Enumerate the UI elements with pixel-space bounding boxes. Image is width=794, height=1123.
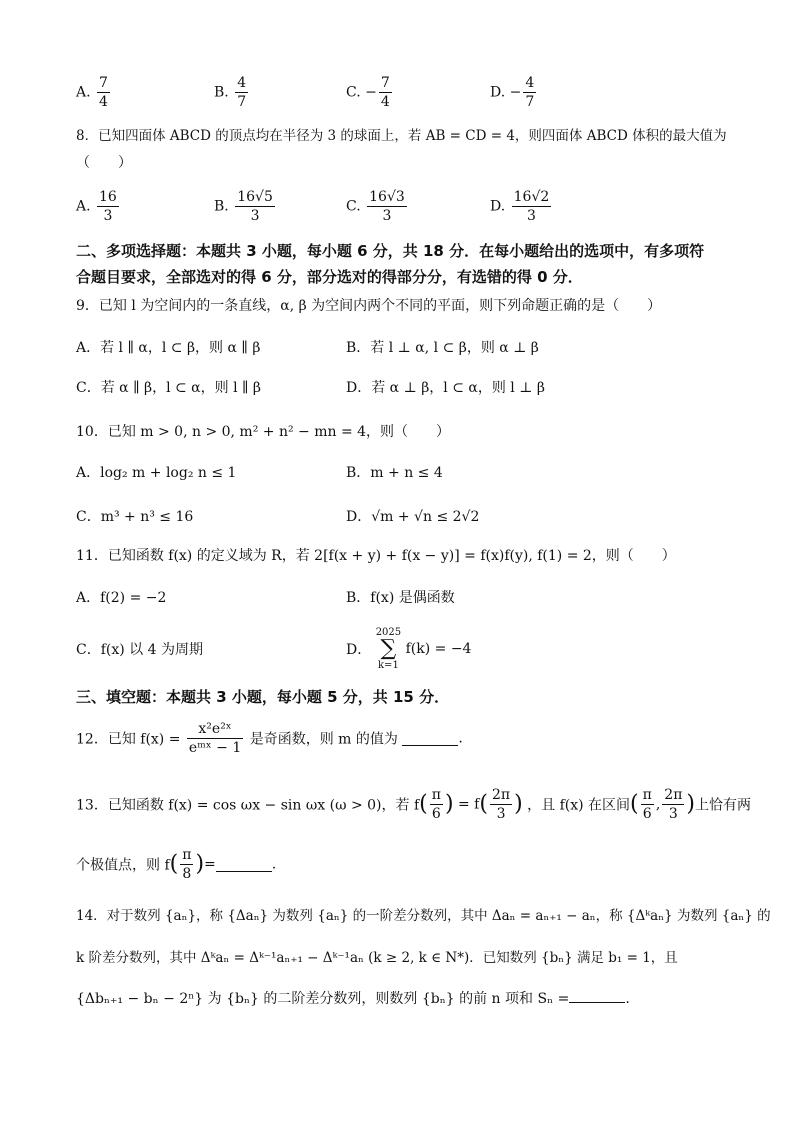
- fraction: [187, 720, 243, 757]
- answer-blank[interactable]: [569, 988, 625, 1003]
- paren-left: (: [630, 791, 639, 817]
- answer-blank[interactable]: [402, 731, 458, 746]
- q8-option-c: [346, 188, 409, 225]
- frac-den: 3: [527, 208, 536, 224]
- sigma-symbol: ∑: [380, 636, 397, 661]
- frac-den: 7: [525, 94, 535, 110]
- section-2-heading-line1: 二、多项选择题：本题共 3 小题，每小题 6 分，共 18 分．在每小题给出的选项中，有多项符: [76, 242, 705, 260]
- q14-line3-text: {Δbₙ₊₁ − bₙ − 2ⁿ} 为 {bₙ} 的二阶差分数列，则数列 {bₙ} 的前 n 项和 Sₙ =: [76, 991, 570, 1007]
- q7-option-b: [214, 74, 250, 111]
- paren-left: (: [419, 791, 428, 817]
- q10-option-c: C．m³ + n³ ≤ 16: [76, 509, 194, 525]
- fraction: [379, 74, 392, 111]
- option-letter: D．: [346, 642, 372, 658]
- q11-option-a: A．f(2) = −2: [76, 590, 167, 606]
- q12: [76, 720, 463, 757]
- fraction: [523, 74, 536, 111]
- q14-line3: [76, 988, 630, 1008]
- q13-prefix: 13．已知函数 f(x) = cos ωx − sin ωx (ω > 0)，若 f: [76, 797, 420, 814]
- fraction: [235, 188, 275, 225]
- q10-option-d: D．√m + √n ≤ 2√2: [346, 509, 480, 525]
- q9-option-a: A．若 l ∥ α，l ⊂ β，则 α ∥ β: [76, 340, 261, 356]
- q11-option-d: [346, 627, 471, 671]
- period: .: [625, 991, 630, 1007]
- equals-sign: =: [204, 856, 216, 873]
- frac-num: π: [182, 847, 192, 863]
- q12-prefix: 12．已知 f(x) =: [76, 731, 181, 748]
- answer-blank[interactable]: [216, 857, 272, 872]
- section-2-heading-line2: 合题目要求，全部选对的得 6 分，部分选对的得部分分，有选错的得 0 分．: [76, 268, 583, 286]
- q8-option-b: [214, 188, 277, 225]
- paren-right: ): [444, 791, 454, 817]
- frac-den: 3: [668, 806, 678, 822]
- q10-option-a: A．log₂ m + log₂ n ≤ 1: [76, 465, 237, 481]
- frac-num: 2π: [491, 787, 511, 803]
- option-letter: C.: [346, 198, 361, 215]
- frac-den: 3: [250, 208, 260, 224]
- sum-lower-limit: k=1: [378, 660, 399, 671]
- paren-left: (: [169, 851, 179, 877]
- q13-line1: [76, 786, 751, 823]
- q9-option-d: D．若 α ⊥ β，l ⊂ α，则 l ⊥ β: [346, 380, 545, 396]
- q7-option-c: [346, 74, 394, 111]
- equals-f: = f: [458, 796, 480, 813]
- section-3-heading: 三、填空题：本题共 3 小题，每小题 5 分，共 15 分．: [76, 688, 450, 706]
- q8-option-d: [490, 188, 553, 225]
- frac-num: x²e²ˣ: [198, 721, 232, 737]
- option-letter: A.: [76, 84, 91, 101]
- paren-right: ): [514, 791, 523, 817]
- fraction: [97, 74, 110, 111]
- option-letter: C.: [346, 84, 361, 101]
- frac-num: 16: [99, 189, 117, 205]
- fraction: [430, 786, 443, 823]
- q13-line2-prefix: 个极值点，则 f: [76, 857, 170, 874]
- fraction: [97, 188, 119, 225]
- q8-option-a: [76, 188, 121, 225]
- minus-sign: −: [509, 84, 522, 101]
- frac-den: eᵐˣ − 1: [188, 740, 242, 756]
- frac-den: 4: [380, 94, 390, 110]
- q13-interval-text: ，且 f(x) 在区间: [527, 797, 631, 814]
- q11-option-c: C．f(x) 以 4 为周期: [76, 642, 203, 658]
- option-letter: D.: [490, 84, 506, 101]
- fraction: [180, 846, 193, 883]
- frac-num: 4: [237, 75, 247, 91]
- paren-right: ): [195, 851, 205, 877]
- q7-option-d: [490, 74, 538, 111]
- option-letter: B.: [214, 84, 229, 101]
- q14-line2: k 阶差分数列，其中 Δᵏaₙ = Δᵏ⁻¹aₙ₊₁ − Δᵏ⁻¹aₙ (k ≥ 2, k ∈ N*)．已知数列 {bₙ} 满足 b₁ = 1，且: [76, 950, 678, 966]
- frac-den: 8: [182, 866, 192, 882]
- q8-stem: 8．已知四面体 ABCD 的顶点均在半径为 3 的球面上，若 AB = CD = 4，则四面体 ABCD 体积的最大值为: [76, 128, 727, 144]
- frac-num: 7: [99, 75, 108, 91]
- q11-stem: 11．已知函数 f(x) 的定义域为 R，若 2[f(x + y) + f(x − y)] = f(x)f(y), f(1) = 2，则（ ）: [76, 548, 676, 564]
- q10-stem: 10．已知 m > 0, n > 0, m² + n² − mn = 4，则（ ）: [76, 424, 451, 440]
- q10-option-b: B．m + n ≤ 4: [346, 465, 443, 481]
- paren-right: ): [686, 791, 695, 817]
- frac-num: 16√5: [237, 189, 273, 205]
- frac-den: 6: [431, 806, 441, 822]
- frac-num: 16√2: [513, 189, 550, 205]
- option-letter: B.: [214, 198, 229, 215]
- fraction: [367, 188, 407, 225]
- frac-den: 7: [237, 94, 247, 110]
- frac-num: 7: [380, 75, 390, 91]
- fraction: [490, 786, 512, 823]
- period: .: [458, 730, 463, 747]
- frac-den: 3: [496, 806, 506, 822]
- fraction: [662, 786, 684, 823]
- option-letter: A.: [76, 198, 91, 215]
- frac-den: 3: [382, 208, 392, 224]
- q13-line2: [76, 846, 276, 883]
- summation: [376, 627, 401, 671]
- frac-num: π: [431, 787, 441, 803]
- frac-num: 16√3: [369, 189, 405, 205]
- comma: ,: [655, 796, 661, 813]
- q11-option-b: B．f(x) 是偶函数: [346, 590, 455, 606]
- fraction: [512, 188, 552, 225]
- q12-suffix: 是奇函数，则 m 的值为: [249, 731, 398, 748]
- frac-den: 3: [103, 208, 113, 224]
- option-letter: D.: [490, 198, 506, 215]
- minus-sign: −: [365, 84, 377, 101]
- frac-num: π: [642, 787, 652, 803]
- frac-den: 4: [99, 94, 108, 110]
- q9-stem: 9．已知 l 为空间内的一条直线，α, β 为空间内两个不同的平面，则下列命题正确的是（ ）: [76, 298, 662, 314]
- paren-left: (: [479, 791, 488, 817]
- fraction: [235, 74, 248, 111]
- frac-num: 4: [525, 75, 535, 91]
- sum-upper-limit: 2025: [375, 627, 402, 638]
- period: .: [271, 856, 277, 873]
- fraction: [641, 786, 654, 823]
- q7-option-a: [76, 74, 112, 111]
- frac-num: 2π: [664, 787, 683, 803]
- q8-paren: （ ）: [76, 155, 132, 171]
- q13-suffix: 上恰有两: [694, 797, 751, 814]
- q9-option-c: C．若 α ∥ β，l ⊂ α，则 l ∥ β: [76, 380, 262, 396]
- q9-option-b: B．若 l ⊥ α, l ⊂ β，则 α ⊥ β: [346, 340, 539, 356]
- q14-line1: 14．对于数列 {aₙ}，称 {Δaₙ} 为数列 {aₙ} 的一阶差分数列，其中 Δaₙ = aₙ₊₁ − aₙ，称 {Δᵏaₙ} 为数列 {aₙ} 的: [76, 908, 771, 924]
- frac-den: 6: [642, 806, 652, 822]
- sum-expression: f(k) = −4: [405, 641, 472, 657]
